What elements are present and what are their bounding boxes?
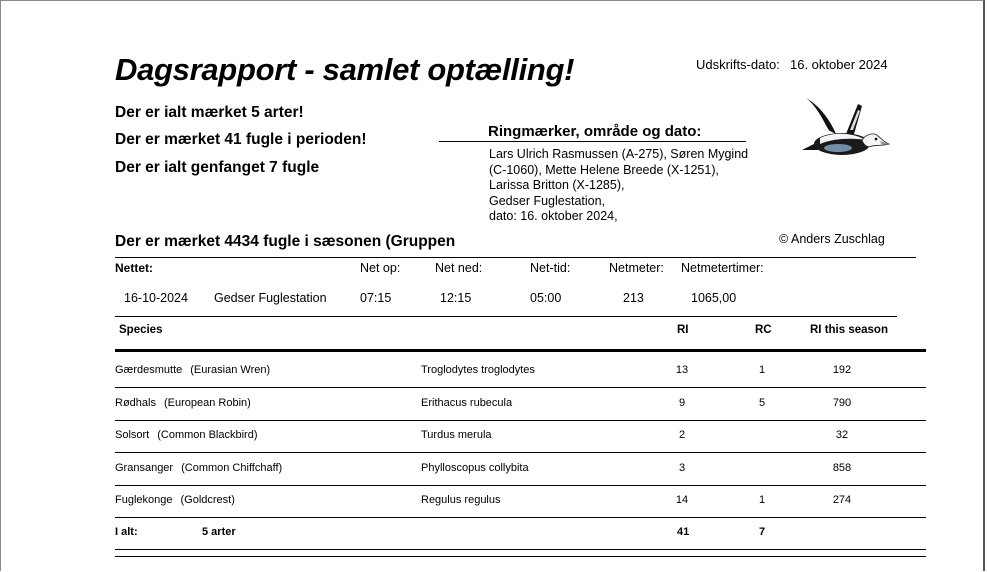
species-danish-name: Rødhals [115, 397, 156, 409]
species-name [115, 494, 235, 506]
ringer-heading-underline [439, 141, 746, 142]
net-tid-value: 05:00 [530, 291, 562, 305]
print-date-label: Udskrifts-dato: [696, 57, 780, 72]
total-label: I alt: [115, 526, 138, 538]
net-heading: Nettet: [115, 261, 153, 275]
total-species-count: 5 arter [202, 526, 236, 538]
ringer-line: Gedser Fuglestation, [489, 193, 606, 208]
ringer-details [489, 147, 789, 225]
species-ri: 13 [675, 364, 689, 376]
net-date: 16-10-2024 [124, 291, 188, 305]
ringer-line: Larissa Britton (X-1285), [489, 178, 625, 192]
ringer-heading: Ringmærker, område og dato: [488, 123, 702, 140]
species-danish-name: Fuglekonge [115, 494, 173, 506]
col-header-species: Species [119, 324, 163, 336]
row-divider [115, 452, 926, 453]
row-divider [115, 517, 926, 518]
species-rc: 1 [758, 494, 766, 506]
species-season: 858 [832, 462, 852, 474]
row-divider [115, 485, 926, 486]
total-ri: 41 [677, 526, 690, 538]
col-header-ri-season: RI this season [810, 324, 888, 336]
net-ned-value: 12:15 [440, 291, 472, 305]
stat-species-count: Der er ialt mærket 5 arter! [115, 104, 304, 121]
divider [115, 549, 926, 550]
species-latin-name: Phylloscopus collybita [421, 462, 529, 474]
col-header-rc: RC [755, 324, 772, 336]
species-ri: 3 [678, 462, 686, 474]
ringer-line: dato: 16. oktober 2024, [489, 209, 618, 223]
species-english-name: (Common Blackbird) [157, 429, 258, 441]
species-season: 192 [832, 364, 852, 376]
total-rc: 7 [759, 526, 766, 538]
print-date: 16. oktober 2024 [790, 57, 888, 72]
species-english-name: (European Robin) [163, 397, 251, 409]
divider [115, 257, 916, 258]
stat-recaptured: Der er ialt genfanget 7 fugle [115, 159, 320, 176]
species-season: 32 [835, 429, 849, 441]
netmetertimer-value: 1065,00 [691, 291, 737, 305]
species-danish-name: Gærdesmutte [115, 364, 183, 376]
netmeter-label: Netmeter: [609, 261, 664, 275]
species-english-name: (Eurasian Wren) [190, 364, 271, 376]
net-op-label: Net op: [360, 261, 401, 275]
species-name [115, 397, 251, 409]
species-latin-name: Regulus regulus [421, 494, 501, 506]
species-latin-name: Erithacus rubecula [421, 397, 513, 409]
species-latin-name: Turdus merula [421, 429, 492, 441]
species-english-name: (Common Chiffchaff) [181, 462, 283, 474]
ringer-line: Lars Ulrich Rasmussen (A-275), Søren Mygind [489, 147, 749, 161]
stat-birds-ringed: Der er mærket 41 fugle i perioden! [115, 131, 367, 148]
netmetertimer-label: Netmetertimer: [681, 261, 764, 275]
ringer-line: (C-1060), Mette Helene Breede (X-1251), [489, 162, 719, 177]
species-danish-name: Solsort [115, 429, 150, 441]
netmeter-value: 213 [623, 291, 644, 305]
stat-season-total: Der er mærket 4434 fugle i sæsonen (Gruppen [115, 233, 456, 250]
species-season: 790 [832, 397, 852, 409]
net-station: Gedser Fuglestation [214, 291, 327, 305]
species-name [115, 462, 282, 474]
net-ned-label: Net ned: [435, 261, 483, 275]
species-name [115, 364, 270, 376]
species-ri: 14 [675, 494, 689, 506]
species-rc: 5 [758, 397, 766, 409]
species-name [115, 429, 258, 441]
species-latin-name: Troglodytes troglodytes [421, 364, 535, 376]
eider-duck-icon [792, 94, 892, 168]
col-header-ri: RI [677, 324, 689, 336]
species-rc: 1 [758, 364, 766, 376]
divider [115, 316, 897, 317]
species-ri: 9 [678, 397, 686, 409]
divider [115, 556, 926, 557]
row-divider [115, 387, 926, 388]
species-english-name: (Goldcrest) [180, 494, 235, 506]
species-season: 274 [832, 494, 852, 506]
net-tid-label: Net-tid: [530, 261, 571, 275]
table-header-rule [115, 349, 926, 352]
net-op-value: 07:15 [360, 291, 392, 305]
species-danish-name: Gransanger [115, 462, 174, 474]
page-title: Dagsrapport - samlet optælling! [115, 52, 575, 87]
species-ri: 2 [678, 429, 686, 441]
copyright: © Anders Zuschlag [779, 232, 885, 246]
row-divider [115, 420, 926, 421]
